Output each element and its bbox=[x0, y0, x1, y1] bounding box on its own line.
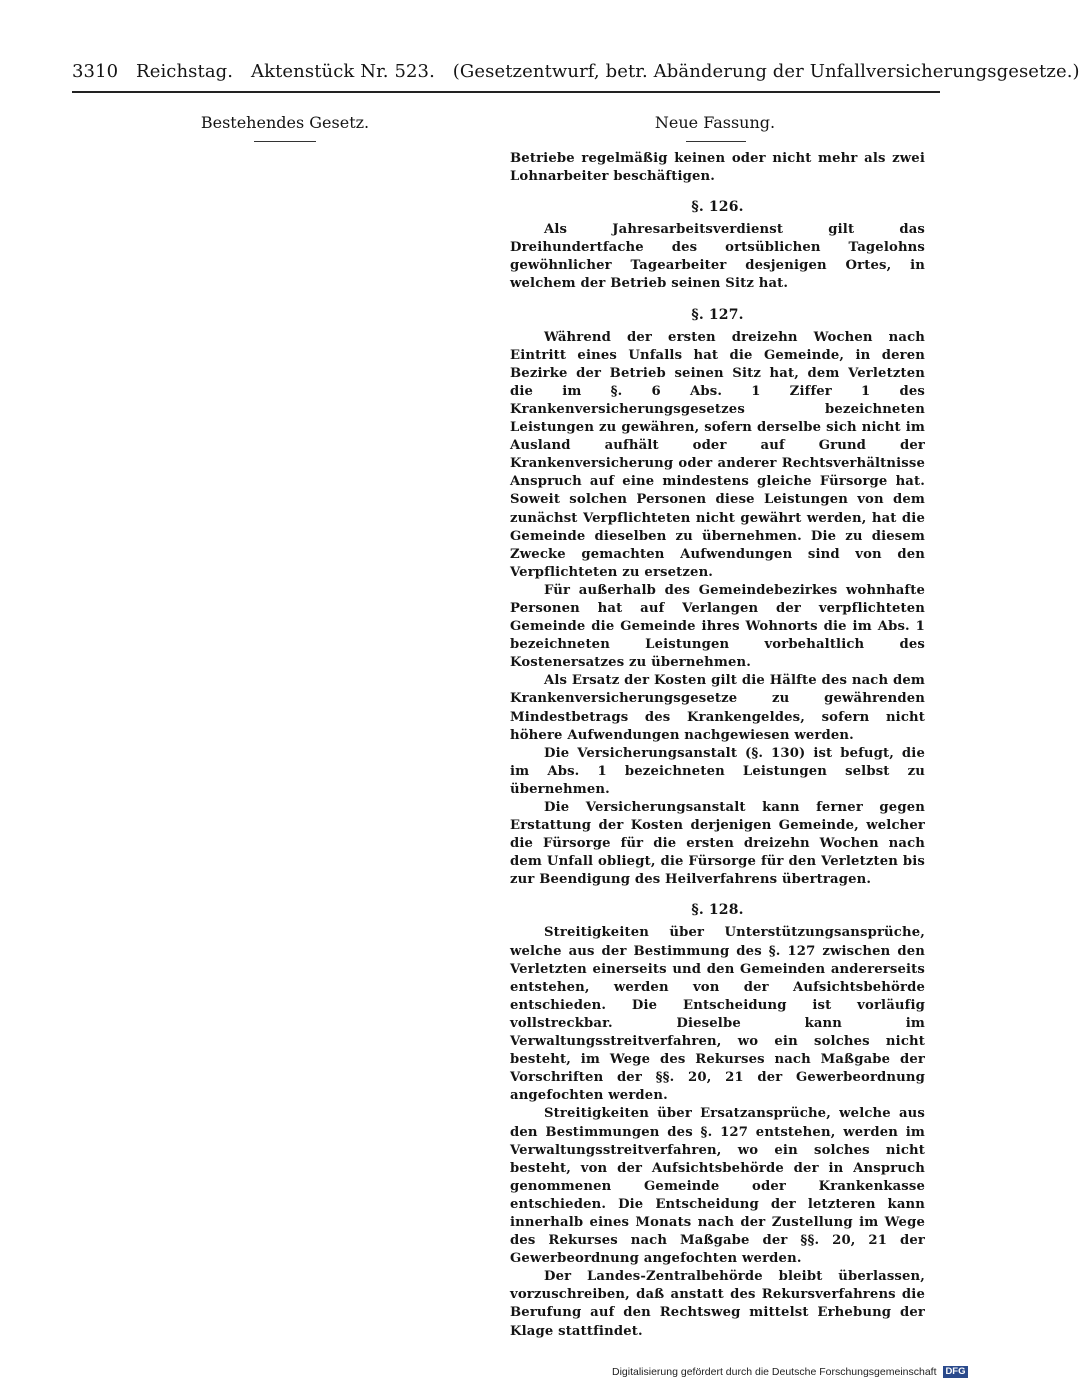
section-128 bbox=[510, 900, 925, 1340]
paragraph: Streitigkeiten über Ersatzansprüche, welche aus den Bestimmungen des §. 127 entstehen, werden im Verwaltungsstreitverfahren, wo ein solches nicht besteht, von der Aufsichtsbehörde der in Anspruch genommenen Gemeinde oder Krankenkasse entschieden. Die Entscheidung der letzteren kann innerhalb eines Monats nach der Zustellung im Wege des Rekurses nach Maßgabe der §§. 20, 21 der Gewerbeordnung angefochten werden. bbox=[510, 1106, 925, 1267]
left-column-rule bbox=[254, 141, 316, 142]
digitization-footer bbox=[612, 1365, 968, 1379]
paragraph: Die Versicherungsanstalt (§. 130) ist befugt, die im Abs. 1 bezeichneten Leistungen selbst zu übernehmen. bbox=[510, 745, 925, 797]
header-parliament: Reichstag. bbox=[136, 61, 234, 82]
new-version-column bbox=[510, 150, 925, 1341]
section-127 bbox=[510, 305, 925, 890]
right-column-title: Neue Fassung. bbox=[654, 113, 776, 132]
paragraph: Der Landes-Zentralbehörde bleibt überlassen, vorzuschreiben, daß anstatt des Rekursverfahrens die Berufung auf den Rechtsweg mittelst Erhebung der Klage stattfindet. bbox=[510, 1269, 925, 1339]
paragraph: Für außerhalb des Gemeindebezirkes wohnhafte Personen hat auf Verlangen der verpflichteten Gemeinde die Gemeinde ihres Wohnorts die im Abs. 1 bezeichneten Leistungen vorbehaltlich des Kostenersatzes zu übernehmen. bbox=[510, 582, 925, 671]
header-subject: (Gesetzentwurf, betr. Abänderung der Unfallversicherungsgesetze.) bbox=[452, 61, 1080, 82]
header-divider bbox=[72, 91, 940, 93]
paragraph: Während der ersten dreizehn Wochen nach Eintritt eines Unfalls hat die Gemeinde, in deren Bezirke der Betrieb seinen Sitz hat, dem Verletzten die im §. 6 Abs. 1 Ziffer 1 des Krankenversicherungsgesetzes bezeichneten Leistungen zu gewähren, sofern derselbe sich nicht im Ausland aufhält oder auf Grund der Krankenversicherung oder anderer Rechtsverhältnisse Anspruch auf eine mindestens gleiche Fürsorge hat. Soweit solchen Personen diese Leistungen von dem zunächst Verpflichteten nicht gewährt werden, hat die Gemeinde dieselben zu übernehmen. Die zu diesem Zwecke gemachten Aufwendungen sind von den Verpflichteten zu ersetzen. bbox=[510, 329, 925, 580]
section-126 bbox=[510, 197, 925, 293]
footer-credit: Digitalisierung gefördert durch die Deutsche Forschungsgemeinschaft bbox=[612, 1366, 937, 1378]
left-column-title: Bestehendes Gesetz. bbox=[200, 113, 370, 132]
page-number: 3310 bbox=[72, 61, 119, 82]
paragraph: Die Versicherungsanstalt kann ferner gegen Erstattung der Kosten derjenigen Gemeinde, welcher die Fürsorge für die ersten dreizehn Wochen nach dem Unfall obliegt, die Fürsorge für den Verletzten bis zur Beendigung des Heilverfahrens übertragen. bbox=[510, 800, 925, 888]
section-heading: §. 128. bbox=[691, 902, 744, 919]
continuation-paragraph: Betriebe regelmäßig keinen oder nicht mehr als zwei Lohnarbeiter beschäftigen. bbox=[510, 151, 925, 185]
header-document: Aktenstück Nr. 523. bbox=[250, 61, 435, 82]
running-head bbox=[72, 60, 1080, 84]
right-column-rule bbox=[686, 141, 746, 142]
paragraph: Als Jahresarbeitsverdienst gilt das Dreihundertfache des ortsüblichen Tagelohns gewöhnlicher Tagearbeiter desjenigen Ortes, in welchem der Betrieb seinen Sitz hat. bbox=[510, 222, 925, 292]
section-heading: §. 126. bbox=[691, 199, 744, 216]
paragraph: Streitigkeiten über Unterstützungsansprüche, welche aus der Bestimmung des §. 127 zwischen den Verletzten einerseits und den Gemeinden andererseits entstehen, werden von der Aufsichtsbehörde entschieden. Die Entscheidung ist vorläufig vollstreckbar. Dieselbe kann im Verwaltungsstreitverfahren, wo ein solches nicht besteht, im Wege des Rekurses nach Maßgabe der Vorschriften der §§. 20, 21 der Gewerbeordnung angefochten werden. bbox=[510, 925, 925, 1104]
dfg-logo: DFG bbox=[945, 1366, 966, 1377]
paragraph: Als Ersatz der Kosten gilt die Hälfte des nach dem Krankenversicherungsgesetze zu gewährenden Mindestbetrags des Krankengeldes, sofern nicht höhere Aufwendungen nachgewiesen werden. bbox=[510, 673, 925, 743]
section-heading: §. 127. bbox=[691, 306, 744, 323]
